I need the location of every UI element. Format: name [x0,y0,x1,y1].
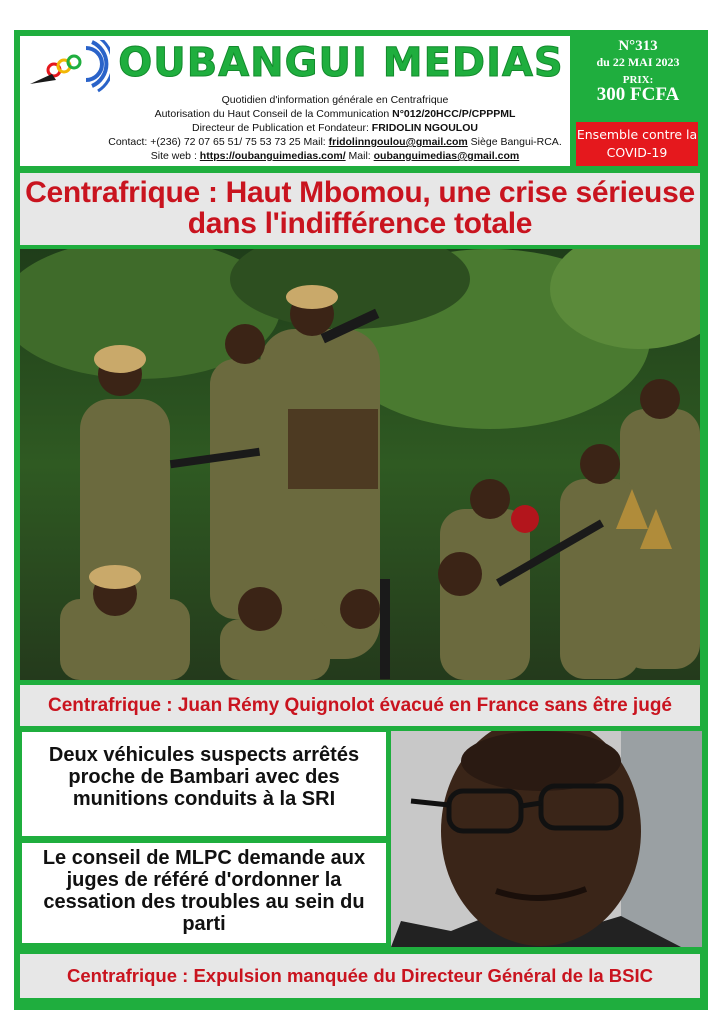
covid-banner: Ensemble contre la COVID-19 [576,122,698,166]
brand-name: OUBANGUI MEDIAS [118,40,564,86]
story-bar-bsic[interactable]: Centrafrique : Expulsion manquée du Directeur Général de la BSIC [20,954,700,998]
issue-info [574,36,702,121]
director-email-link[interactable]: fridolinngoulou@gmail.com [328,136,468,148]
price-label: PRIX: [622,74,654,86]
authorisation-line: Autorisation du Haut Conseil de la Communication N°012/20HCC/P/CPPPML [154,108,516,120]
contact-email-link[interactable]: oubanguimedias@gmail.com [373,150,520,162]
story-vehicles-bambari[interactable]: Deux véhicules suspects arrêtés proche de Bambari avec des munitions conduits à la SRI [22,732,386,836]
broadcast-logo-icon [26,40,110,94]
price: 300 FCFA [596,84,680,105]
main-headline[interactable]: Centrafrique : Haut Mbomou, une crise sérieuse dans l'indifférence totale [20,173,700,245]
issue-number: N°313 [618,38,658,54]
issue-date: du 22 MAI 2023 [596,55,680,69]
website-link[interactable]: https://oubanguimedias.com/ [199,150,346,162]
story-bar-quignolot[interactable]: Centrafrique : Juan Rémy Quignolot évacué en France sans être jugé [20,685,700,726]
director-line: Directeur de Publication et Fondateur: FRIDOLIN NGOULOU [192,122,478,134]
story-mlpc-council[interactable]: Le conseil de MLPC demande aux juges de référé d'ordonner la cessation des troubles au sein du parti [22,843,386,943]
masthead-info [100,93,570,163]
website-line: Site web : https://oubanguimedias.com/ Mail: oubanguimedias@gmail.com [150,150,520,162]
main-photo [20,249,700,680]
portrait-photo [391,731,702,947]
contact-line: Contact: +(236) 72 07 65 51/ 75 53 73 25 Mail: fridolinngoulou@gmail.com Siège Bangui-RCA. [108,136,562,148]
tagline: Quotidien d'information générale en Centrafrique [221,94,449,106]
masthead [20,36,570,166]
